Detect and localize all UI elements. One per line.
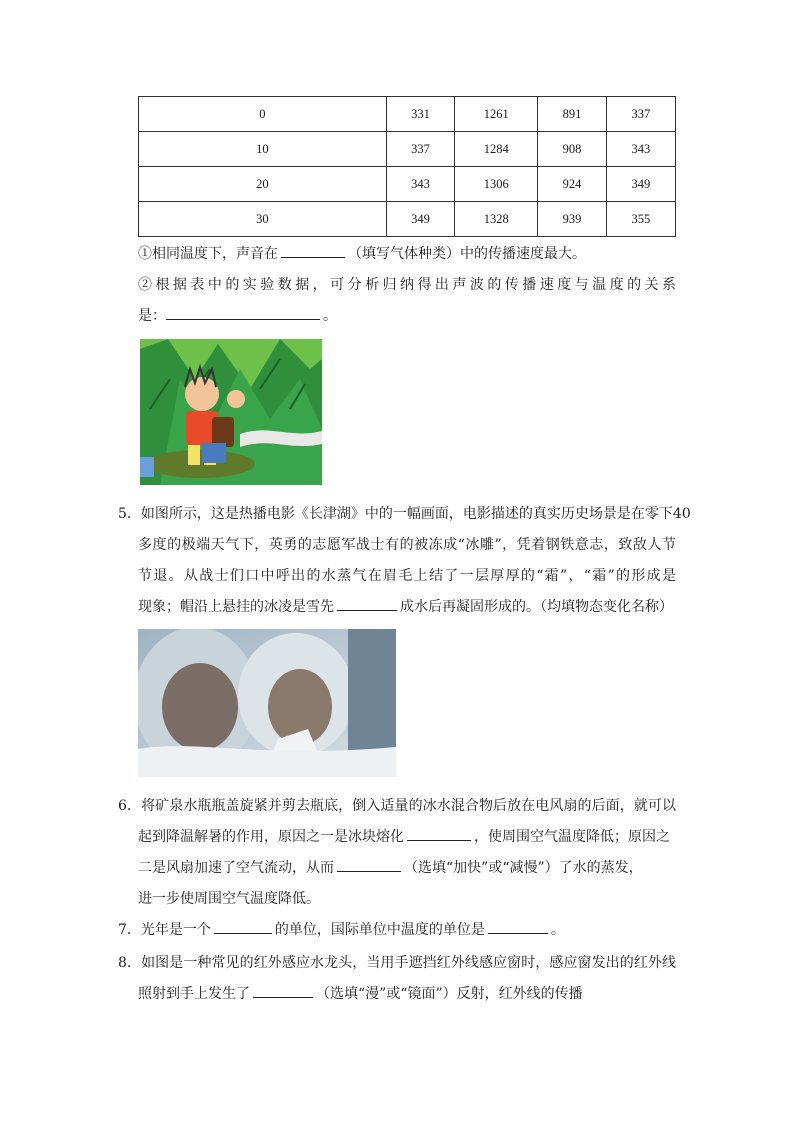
q6-line3	[138, 858, 698, 878]
cartoon-mountain-figure	[140, 339, 322, 485]
table-cell: 331	[386, 97, 454, 132]
table-cell: 349	[606, 167, 675, 202]
sound-speed-table	[138, 96, 676, 237]
q7-text-1: 光年是一个	[140, 922, 211, 938]
table-row	[139, 97, 676, 132]
q4-sub2-line2	[138, 306, 698, 326]
table-cell: 1284	[455, 132, 538, 167]
table-cell: 891	[538, 97, 606, 132]
table-cell: 355	[606, 202, 675, 237]
q4-sub2-text: 是：	[138, 308, 166, 324]
table-cell: 343	[606, 132, 675, 167]
q8-text-1: 如图是一种常见的红外感应水龙头，当用手遮挡红外线感应窗时，感应窗发出的红外线	[141, 955, 676, 971]
table-cell: 337	[606, 97, 675, 132]
q8-text-2: 照射到手上发生了	[138, 986, 250, 1002]
answer-blank[interactable]	[488, 920, 548, 934]
q5-line2: 多度的极端天气下，英勇的志愿军战士有的被冻成“冰雕”，凭着钢铁意志，致敌人节	[138, 537, 676, 553]
table-cell: 1328	[455, 202, 538, 237]
q4-sub1	[138, 244, 698, 264]
answer-blank[interactable]	[407, 827, 471, 841]
answer-blank[interactable]	[253, 984, 313, 998]
table-row	[139, 202, 676, 237]
q6-text-3: 二是风扇加速了空气流动，从而	[138, 860, 334, 876]
table-cell: 908	[538, 132, 606, 167]
q5-text-4-end: 成水后再凝固形成的。（均填物态变化名称）	[400, 599, 673, 615]
q6-line4: 进一步使周围空气温度降低。	[138, 891, 320, 907]
answer-blank[interactable]	[281, 244, 345, 258]
table-cell: 337	[386, 132, 454, 167]
q7-number: 7．	[118, 922, 141, 938]
q8-line2	[138, 984, 698, 1004]
q5-line4	[138, 597, 698, 617]
q5-number: 5．	[118, 506, 141, 522]
q7-text-2: 的单位，国际单位中温度的单位是	[274, 922, 485, 938]
answer-blank[interactable]	[166, 306, 320, 320]
table-cell: 20	[139, 167, 387, 202]
table-row	[139, 167, 676, 202]
q6-text-2: 起到降温解暑的作用，原因之一是冰块熔化	[138, 829, 404, 845]
q4-sub2-line1: ②根据表中的实验数据，可分析归纳得出声波的传播速度与温度的关系	[138, 277, 676, 293]
answer-blank[interactable]	[214, 920, 272, 934]
q4-sub1-text: ①相同温度下，声音在	[138, 246, 278, 262]
table-cell: 343	[386, 167, 454, 202]
q6-text-1: 将矿泉水瓶瓶盖旋紧并剪去瓶底，倒入适量的冰水混合物后放在电风扇的后面，就可以	[141, 798, 676, 814]
movie-still-figure	[138, 629, 396, 777]
answer-blank[interactable]	[337, 597, 397, 611]
q5-text-4: 现象；帽沿上悬挂的冰凌是雪先	[138, 599, 334, 615]
answer-blank[interactable]	[337, 858, 401, 872]
table-cell: 1261	[455, 97, 538, 132]
q6-line1	[118, 796, 676, 816]
table-cell: 939	[538, 202, 606, 237]
table-cell: 30	[139, 202, 387, 237]
q5-line1	[118, 504, 691, 524]
q5-line3: 节退。从战士们口中呼出的水蒸气在眉毛上结了一层厚厚的“霜”，“霜”的形成是	[138, 568, 676, 584]
q7-line	[118, 920, 678, 940]
q6-number: 6．	[118, 798, 142, 814]
q4-sub1-text-end: （填写气体种类）中的传播速度最大。	[348, 246, 586, 262]
table-row	[139, 132, 676, 167]
table-cell: 10	[139, 132, 387, 167]
q6-line2	[138, 827, 698, 847]
table-cell: 0	[139, 97, 387, 132]
table-cell: 924	[538, 167, 606, 202]
q6-text-2-end: ，使周围空气温度降低；原因之	[474, 829, 670, 845]
q6-text-3-end: （选填“加快”或“减慢”）了水的蒸发，	[404, 860, 643, 876]
q8-number: 8．	[118, 955, 142, 971]
table-cell: 349	[386, 202, 454, 237]
q5-text-1: 如图所示，这是热播电影《长津湖》中的一幅画面，电影描述的真实历史场景是在零下40	[140, 506, 691, 522]
q4-sub2-text-end: 。	[323, 308, 337, 324]
q7-text-3: 。	[550, 922, 565, 938]
q8-line1	[118, 953, 676, 973]
q8-text-2-end: （选填“漫”或“镜面”）反射，红外线的传播	[316, 986, 583, 1002]
table-cell: 1306	[455, 167, 538, 202]
